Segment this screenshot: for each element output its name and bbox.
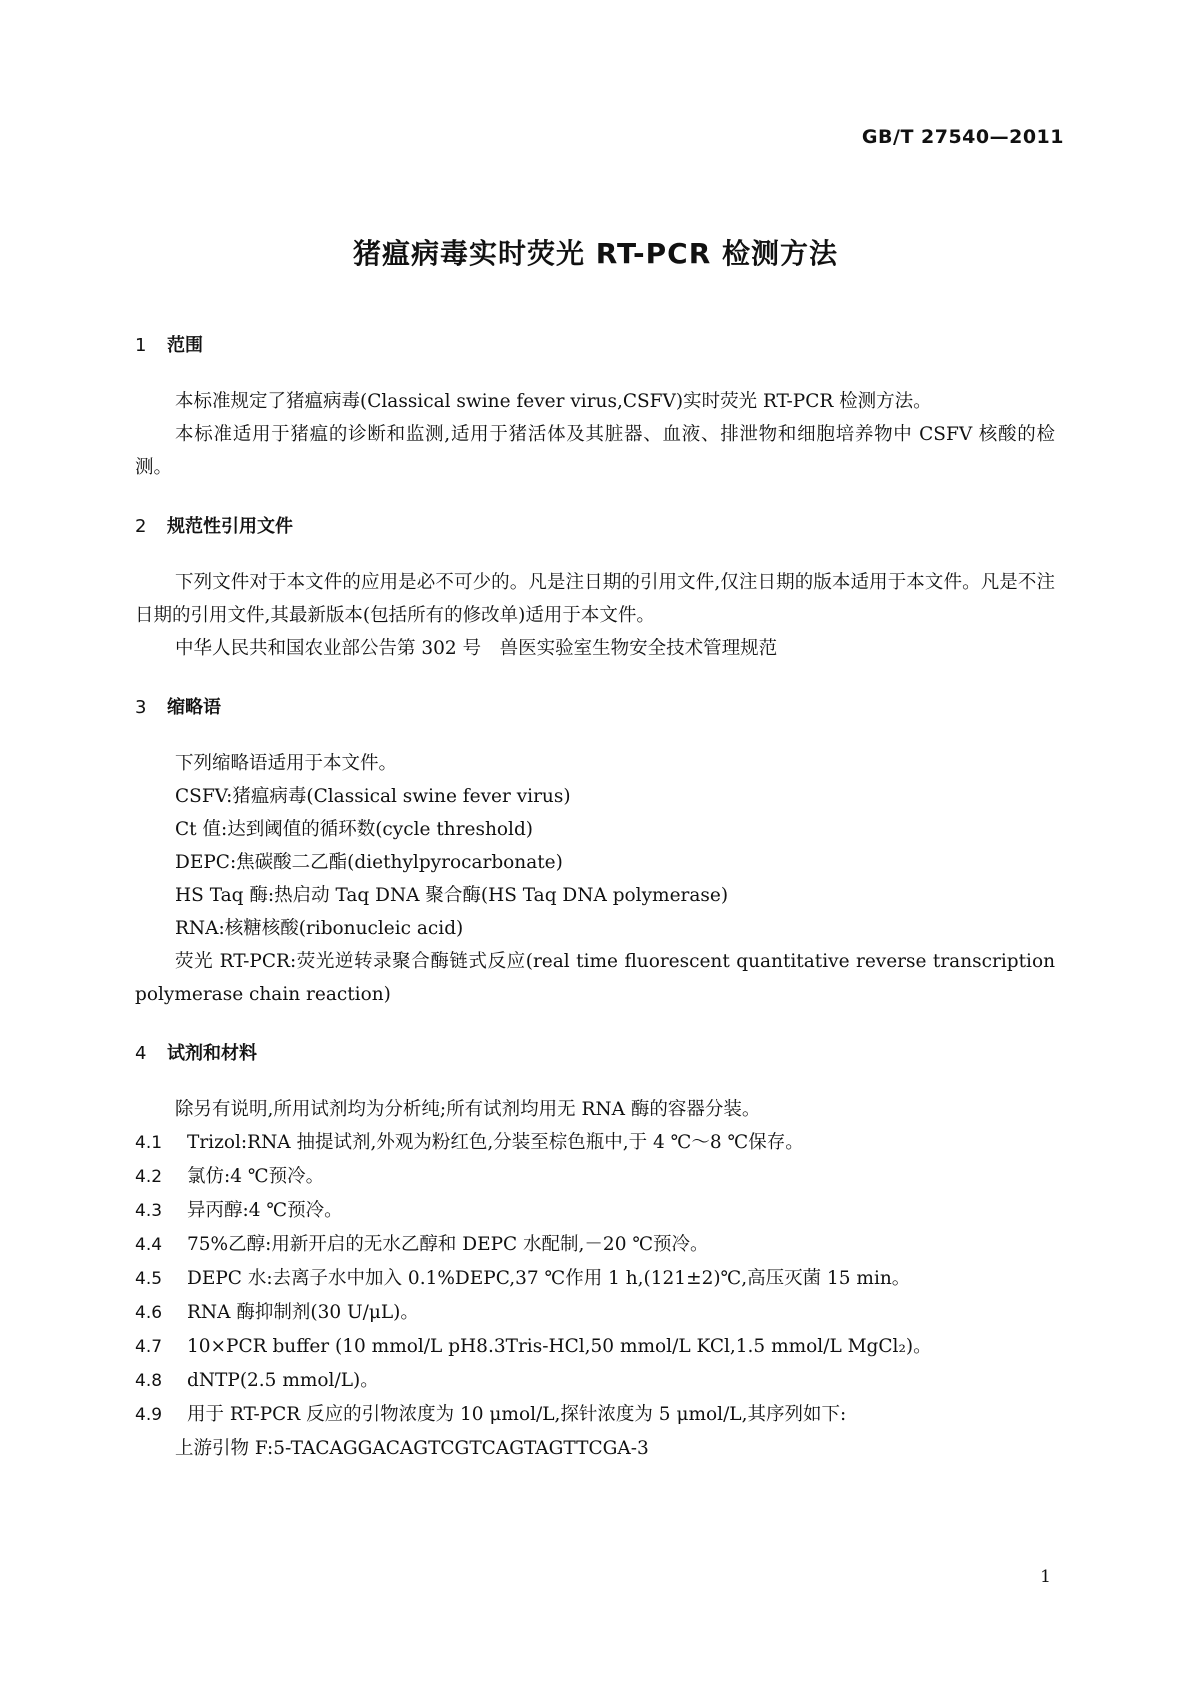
section-title: 范围 — [167, 335, 203, 356]
item-number: 4.5 — [135, 1269, 163, 1289]
section-intro: 除另有说明,所用试剂均为分析纯;所有试剂均用无 RNA 酶的容器分装。 — [175, 1099, 761, 1120]
document-body — [135, 333, 1055, 1465]
abbreviation-term: RNA:核糖核酸(ribonucleic acid) — [175, 918, 464, 939]
standard-code: GB/T 27540—2011 — [861, 126, 1064, 148]
list-item — [135, 1194, 1055, 1228]
list-item — [135, 1398, 1055, 1432]
page-number: 1 — [1040, 1567, 1051, 1587]
list-item — [135, 1296, 1055, 1330]
list-item — [135, 1330, 1055, 1364]
list-item — [135, 1160, 1055, 1194]
abbreviation-term: DEPC:焦碳酸二乙酯(diethylpyrocarbonate) — [175, 852, 563, 873]
item-text: 用于 RT-PCR 反应的引物浓度为 10 μmol/L,探针浓度为 5 μmol/L,其序列如下: — [187, 1404, 847, 1425]
item-number: 4.6 — [135, 1303, 163, 1323]
item-number: 4.7 — [135, 1337, 163, 1357]
item-text: 异丙醇:4 ℃预冷。 — [187, 1200, 343, 1221]
list-item — [135, 1364, 1055, 1398]
section-heading — [135, 1041, 1055, 1067]
abbreviation-term: Ct 值:达到阈值的循环数(cycle threshold) — [175, 819, 534, 840]
abbreviation-term: CSFV:猪瘟病毒(Classical swine fever virus) — [175, 786, 571, 807]
list-item — [135, 1228, 1055, 1262]
item-number: 4.9 — [135, 1405, 163, 1425]
section-normative-references — [135, 514, 1055, 665]
item-text: Trizol:RNA 抽提试剂,外观为粉红色,分装至棕色瓶中,于 4 ℃～8 ℃保存。 — [187, 1132, 804, 1153]
paragraph: 下列文件对于本文件的应用是必不可少的。凡是注日期的引用文件,仅注日期的版本适用于本文件。凡是不注日期的引用文件,其最新版本(包括所有的修改单)适用于本文件。 — [135, 572, 1055, 626]
list-item — [135, 1126, 1055, 1160]
item-number: 4.1 — [135, 1133, 163, 1153]
section-scope — [135, 333, 1055, 484]
section-heading — [135, 695, 1055, 721]
item-text: 10×PCR buffer (10 mmol/L pH8.3Tris-HCl,50 mmol/L KCl,1.5 mmol/L MgCl₂)。 — [187, 1336, 932, 1357]
item-text: DEPC 水:去离子水中加入 0.1%DEPC,37 ℃作用 1 h,(121±2)℃,高压灭菌 15 min。 — [187, 1268, 911, 1289]
section-number: 4 — [135, 1043, 147, 1064]
item-text: 75%乙醇:用新开启的无水乙醇和 DEPC 水配制,－20 ℃预冷。 — [187, 1234, 709, 1255]
item-number: 4.8 — [135, 1371, 163, 1391]
section-title: 试剂和材料 — [167, 1043, 257, 1064]
section-heading — [135, 333, 1055, 359]
paragraph: 本标准适用于猪瘟的诊断和监测,适用于猪活体及其脏器、血液、排泄物和细胞培养物中 CSFV 核酸的检测。 — [135, 424, 1055, 478]
section-title: 缩略语 — [167, 697, 221, 718]
section-intro: 下列缩略语适用于本文件。 — [175, 753, 398, 774]
section-heading — [135, 514, 1055, 540]
section-abbreviations — [135, 695, 1055, 1011]
item-text: dNTP(2.5 mmol/L)。 — [187, 1370, 379, 1391]
section-number: 2 — [135, 516, 147, 537]
paragraph: 本标准规定了猪瘟病毒(Classical swine fever virus,CSFV)实时荧光 RT-PCR 检测方法。 — [175, 391, 932, 412]
section-number: 3 — [135, 697, 147, 718]
reference-line: 中华人民共和国农业部公告第 302 号 兽医实验室生物安全技术管理规范 — [175, 638, 778, 659]
list-item — [135, 1262, 1055, 1296]
item-number: 4.3 — [135, 1201, 163, 1221]
item-number: 4.2 — [135, 1167, 163, 1187]
item-text: 氯仿:4 ℃预冷。 — [187, 1166, 325, 1187]
item-text: RNA 酶抑制剂(30 U/μL)。 — [187, 1302, 419, 1323]
document-title: 猪瘟病毒实时荧光 RT-PCR 检测方法 — [352, 237, 839, 270]
section-reagents — [135, 1041, 1055, 1465]
item-number: 4.4 — [135, 1235, 163, 1255]
abbreviation-term: 荧光 RT-PCR:荧光逆转录聚合酶链式反应(real time fluorescent quantitative reverse transcription polymerase chain reaction) — [135, 951, 1055, 1005]
section-title: 规范性引用文件 — [167, 516, 293, 537]
section-number: 1 — [135, 335, 147, 356]
primer-sequence: 上游引物 F:5-TACAGGACAGTCGTCAGTAGTTCGA-3 — [175, 1438, 649, 1459]
abbreviation-term: HS Taq 酶:热启动 Taq DNA 聚合酶(HS Taq DNA polymerase) — [175, 885, 729, 906]
